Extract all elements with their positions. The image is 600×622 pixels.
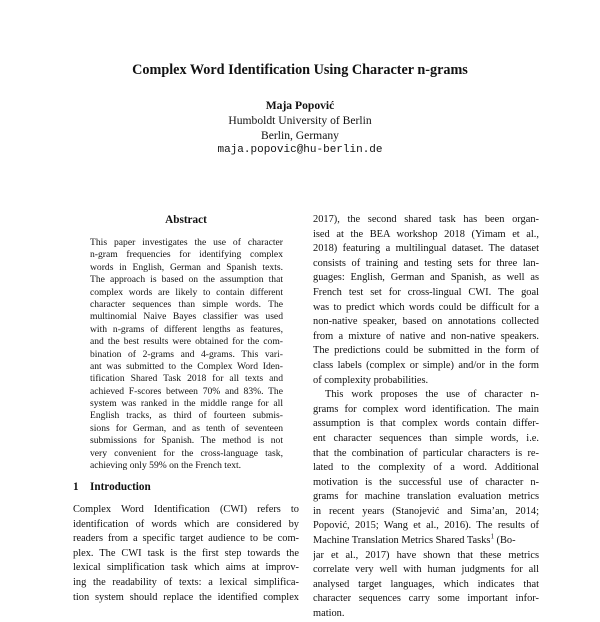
intro-line: readers from a specific target audience to be com- <box>73 533 299 545</box>
paper-title: Complex Word Identification Using Character n-grams <box>132 62 468 78</box>
section-number: 1 <box>73 481 79 493</box>
body-line: grams for machine translation evaluation metrics <box>313 491 539 503</box>
body-line: guages: English, German and Spanish, as well as <box>313 272 539 284</box>
body-line: jar et al., 2017) have shown that these metrics <box>313 549 539 561</box>
abstract-line: ant was submitted to the Complex Word Iden- <box>90 360 283 372</box>
abstract-line: submissions for Spanish. The method is not <box>90 435 283 447</box>
author-affiliation: Humboldt University of Berlin <box>228 114 372 127</box>
abstract-line: bination of 2-grams and 4-grams. This vari- <box>90 348 283 360</box>
body-line: from a mixture of native and non-native speakers. <box>313 330 539 342</box>
body-line: consists of training and testing sets for three lan- <box>313 257 539 269</box>
abstract-line: tification Shared Task 2018 for all texts and <box>90 373 283 385</box>
body-line: This work proposes the use of character n- <box>325 389 539 401</box>
body-line-with-footnote <box>313 534 539 549</box>
body-line: that the combination of particular characters is re- <box>313 447 539 459</box>
abstract-body <box>90 237 283 472</box>
body-line: ised at the BEA workshop 2018 (Yimam et al., <box>313 228 539 240</box>
body-line: class labels (complex or simple) and/or in the form <box>313 359 539 371</box>
body-line: correlate very well with human judgments for all <box>313 564 539 576</box>
abstract-line: multinomial Naive Bayes classifier was used <box>90 311 283 323</box>
body-line: of complexity probabilities. <box>313 374 429 386</box>
introduction-body <box>73 503 299 605</box>
abstract-line: This paper investigates the use of character <box>90 237 283 248</box>
body-line: lated to the complexity of a word. Additional <box>313 462 539 474</box>
abstract-line: achieving only 59% on the French text. <box>90 460 242 472</box>
abstract-line: n-gram frequencies for identifying complex <box>90 249 283 261</box>
body-line: The predictions could be submitted in the form of <box>313 345 539 357</box>
body-line: assumption is that complex words contain differ- <box>313 418 539 430</box>
section-heading-introduction <box>73 481 299 493</box>
abstract-line: very convenient for the cross-language task, <box>90 447 283 459</box>
abstract-line: system was ranked in the middle range for all <box>90 398 283 410</box>
body-line: grams for complex word identification. The main <box>313 403 539 415</box>
abstract-line: sions for German, and as tenth of seventeen <box>90 422 283 434</box>
body-line: was to predict which words could be difficult for a <box>313 301 539 313</box>
right-column-body <box>313 213 539 622</box>
abstract-line: English tracks, as third of fourteen submis- <box>90 410 283 422</box>
footnote-mark: 1 <box>490 532 494 541</box>
body-line-tail: (Bo- <box>493 535 516 547</box>
section-title: Introduction <box>90 481 151 493</box>
intro-line: ing the readability of texts: a lexical simplifica- <box>73 576 299 588</box>
author-location: Berlin, Germany <box>261 129 339 142</box>
abstract-heading: Abstract <box>165 214 207 226</box>
intro-line: Complex Word Identification (CWI) refers to <box>73 504 299 515</box>
author-name: Maja Popović <box>265 99 335 112</box>
abstract-line: character sequences than simple words. The <box>90 298 283 310</box>
abstract-line: complex words are likely to contain different <box>90 286 283 298</box>
intro-line: lexical simplification task which aims at improv- <box>73 562 299 574</box>
body-line-text: Machine Translation Metrics Shared Tasks <box>313 535 491 547</box>
abstract-line: The approach is based on the assumption that <box>90 274 283 286</box>
body-line: character sequences carry some important infor- <box>313 593 539 605</box>
abstract-line: and the best results were obtained for the com- <box>90 336 283 348</box>
abstract-line: with n-grams of different lengths as features, <box>90 323 283 335</box>
body-line: non-native speaker, based on annotations collected <box>313 316 539 328</box>
body-line: analysed target languages, which indicates that <box>313 578 539 590</box>
intro-line: tion system should replace the identified complex <box>73 591 299 603</box>
body-line: French test set for cross-lingual CWI. The goal <box>313 286 539 298</box>
body-line: Popović, 2015; Wang et al., 2016). The results of <box>313 520 539 532</box>
intro-line: identification of words which are considered by <box>73 518 299 530</box>
body-line: ent character sequences than simple words, i.e. <box>313 432 539 444</box>
body-line: 2018) featuring a multilingual dataset. The dataset <box>313 243 539 255</box>
body-line: mation. <box>313 608 345 620</box>
abstract-line: words in English, German and Spanish texts. <box>90 261 283 273</box>
abstract-line: achieved F-scores between 70% and 83%. The <box>90 385 283 397</box>
body-line: in recent years (Stanojević and Sima’an, 2014; <box>313 505 539 517</box>
author-block <box>0 98 600 158</box>
body-line: 2017), the second shared task has been organ- <box>313 214 539 225</box>
author-email: maja.popovic@hu-berlin.de <box>217 144 383 156</box>
body-line: motivation is the successful use of character n- <box>313 476 539 488</box>
intro-line: plex. The CWI task is the first step towards the <box>73 547 299 559</box>
